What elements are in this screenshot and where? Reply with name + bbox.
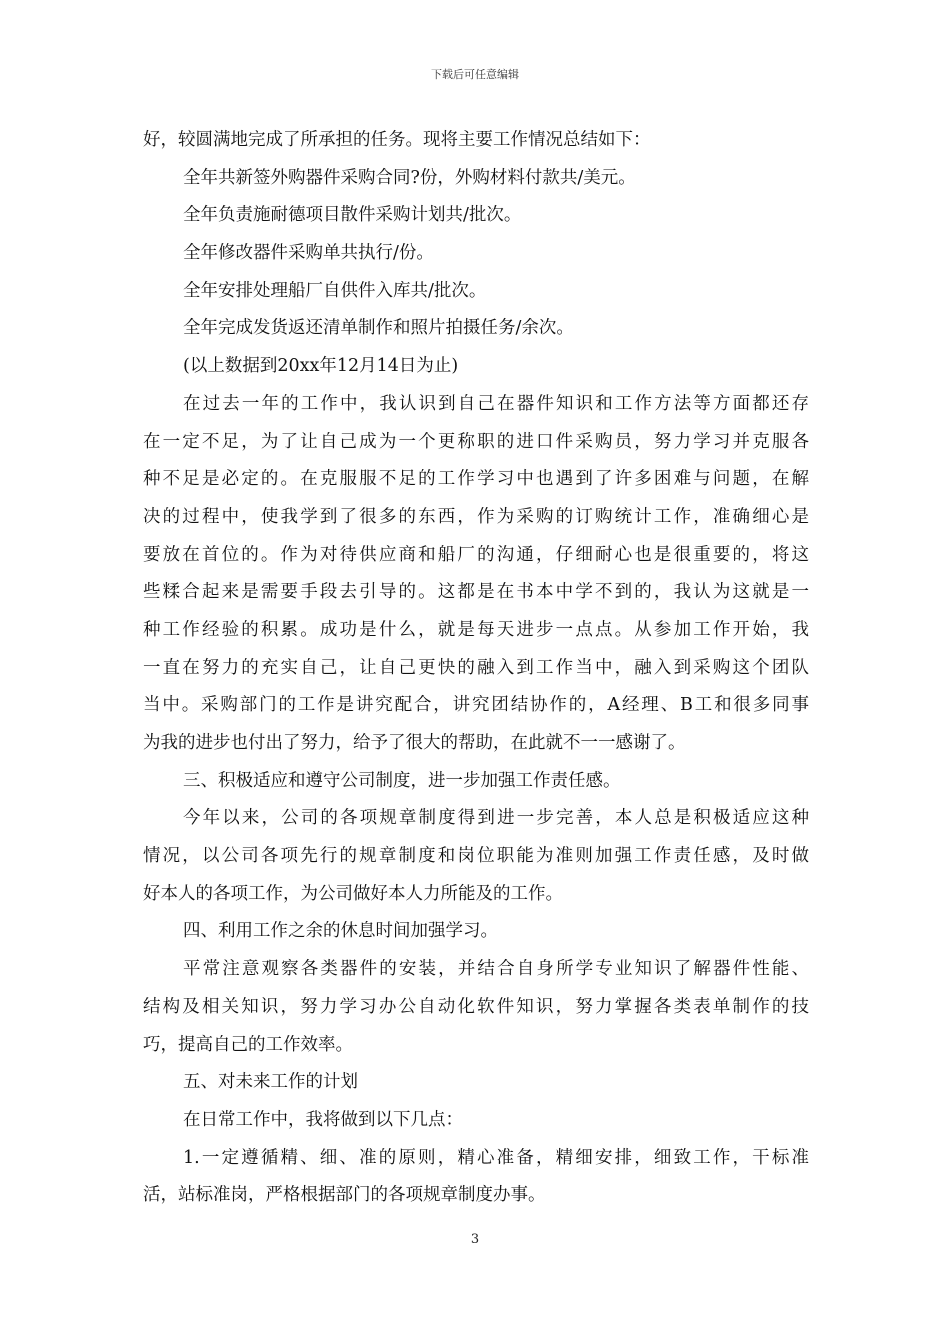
text-line: 全年安排处理船厂自供件入库共/批次。 xyxy=(183,280,487,301)
text-line: 全年共新签外购器件采购合同?份，外购材料付款共/美元。 xyxy=(183,167,636,188)
section-heading: 三、积极适应和遵守公司制度，进一步加强工作责任感。 xyxy=(183,770,621,791)
text-line: 种不足是必定的。在克服服不足的工作学习中也遇到了许多困难与问题，在解 xyxy=(143,469,809,490)
text-line: 1.一定遵循精、细、准的原则，精心准备，精细安排，细致工作，干标准 xyxy=(183,1147,809,1168)
text-line: 在日常工作中，我将做到以下几点： xyxy=(183,1109,463,1130)
text-line: 巧，提高自己的工作效率。 xyxy=(143,1034,353,1055)
text-line: 要放在首位的。作为对待供应商和船厂的沟通，仔细耐心也是很重要的，将这 xyxy=(143,544,809,565)
page-number: 3 xyxy=(470,1232,480,1247)
text-line: 今年以来，公司的各项规章制度得到进一步完善，本人总是积极适应这种 xyxy=(183,808,809,829)
text-line: 活，站标准岗，严格根据部门的各项规章制度办事。 xyxy=(143,1185,546,1206)
text-line: 全年负责施耐德项目散件采购计划共/批次。 xyxy=(183,205,522,226)
section-heading: 四、利用工作之余的休息时间加强学习。 xyxy=(183,921,498,942)
text-line: 在一定不足，为了让自己成为一个更称职的进口件采购员，努力学习并克服各 xyxy=(143,431,809,452)
text-line: 情况，以公司各项先行的规章制度和岗位职能为准则加强工作责任感，及时做 xyxy=(143,846,809,867)
text-line: 好本人的各项工作，为公司做好本人力所能及的工作。 xyxy=(143,883,563,904)
text-line: 在过去一年的工作中，我认识到自己在器件知识和工作方法等方面都还存 xyxy=(183,393,809,414)
section-heading: 五、对未来工作的计划 xyxy=(183,1072,358,1093)
page-header: 下载后可任意编辑 xyxy=(431,68,519,81)
text-line: (以上数据到20xx年12月14日为止) xyxy=(183,356,459,377)
text-line: 好，较圆满地完成了所承担的任务。现将主要工作情况总结如下： xyxy=(143,130,651,150)
text-line: 决的过程中，使我学到了很多的东西，作为采购的订购统计工作，准确细心是 xyxy=(143,506,809,527)
text-line: 些糅合起来是需要手段去引导的。这都是在书本中学不到的，我认为这就是一 xyxy=(143,582,809,603)
text-line: 当中。采购部门的工作是讲究配合，讲究团结协作的，A经理、B工和很多同事 xyxy=(143,695,809,716)
text-line: 为我的进步也付出了努力，给予了很大的帮助，在此就不一一感谢了。 xyxy=(143,733,686,753)
text-line: 全年完成发货返还清单制作和照片拍摄任务/余次。 xyxy=(183,318,574,339)
document-body xyxy=(143,122,809,1215)
text-line: 结构及相关知识，努力学习办公自动化软件知识，努力掌握各类表单制作的技 xyxy=(143,996,809,1017)
text-line: 平常注意观察各类器件的安装，并结合自身所学专业知识了解器件性能、 xyxy=(183,959,809,980)
text-line: 种工作经验的积累。成功是什么，就是每天进步一点点。从参加工作开始，我 xyxy=(143,619,809,640)
text-line: 全年修改器件采购单共执行/份。 xyxy=(183,243,434,264)
text-line: 一直在努力的充实自己，让自己更快的融入到工作当中，融入到采购这个团队 xyxy=(143,657,809,678)
